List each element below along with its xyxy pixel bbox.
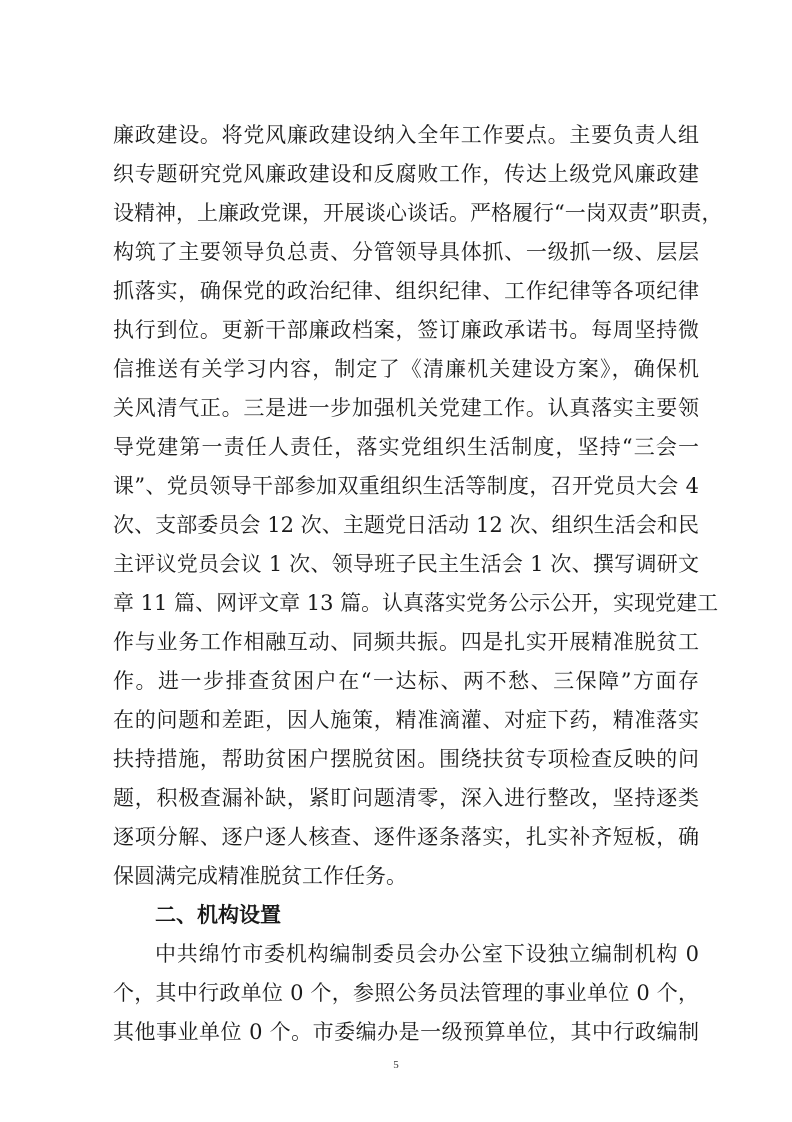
paragraph-line: 题，积极查漏补缺，紧盯问题清零，深入进行整改，坚持逐类 <box>113 786 699 810</box>
section-heading: 二、机构设置 <box>155 903 281 927</box>
paragraph-line: 中共绵竹市委机构编制委员会办公室下设独立编制机构 0 <box>155 942 699 966</box>
paragraph-line: 作与业务工作相融互动、同频共振。四是扎实开展精准脱贫工 <box>113 630 699 654</box>
paragraph-line: 设精神，上廉政党课，开展谈心谈话。严格履行“一岗双责”职责， <box>113 201 723 225</box>
paragraph-line: 构筑了主要领导负总责、分管领导具体抓、一级抓一级、层层 <box>113 240 699 264</box>
paragraph-line: 信推送有关学习内容，制定了《清廉机关建设方案》，确保机 <box>113 357 699 381</box>
paragraph-line: 廉政建设。将党风廉政建设纳入全年工作要点。主要负责人组 <box>113 123 699 147</box>
paragraph-line: 关风清气正。三是进一步加强机关党建工作。认真落实主要领 <box>113 396 699 420</box>
paragraph-line: 次、支部委员会 12 次、主题党日活动 12 次、组织生活会和民 <box>113 513 699 537</box>
paragraph-line: 章 11 篇、网评文章 13 篇。认真落实党务公示公开，实现党建工 <box>113 591 719 615</box>
paragraph-line: 在的问题和差距，因人施策，精准滴灌、对症下药，精准落实 <box>113 708 699 732</box>
paragraph-line: 个，其中行政单位 0 个，参照公务员法管理的事业单位 0 个， <box>113 981 699 1005</box>
paragraph-line: 保圆满完成精准脱贫工作任务。 <box>113 864 407 888</box>
paragraph-line: 主评议党员会议 1 次、领导班子民主生活会 1 次、撰写调研文 <box>113 552 699 576</box>
paragraph-line: 扶持措施，帮助贫困户摆脱贫困。围绕扶贫专项检查反映的问 <box>113 747 699 771</box>
paragraph-line: 抓落实，确保党的政治纪律、组织纪律、工作纪律等各项纪律 <box>113 279 699 303</box>
paragraph-line: 逐项分解、逐户逐人核查、逐件逐条落实，扎实补齐短板，确 <box>113 825 699 849</box>
paragraph-line: 课”、党员领导干部参加双重组织生活等制度，召开党员大会 4 <box>113 474 699 498</box>
paragraph-line: 织专题研究党风廉政建设和反腐败工作，传达上级党风廉政建 <box>113 162 699 186</box>
paragraph-line: 其他事业单位 0 个。市委编办是一级预算单位，其中行政编制 <box>113 1020 699 1044</box>
paragraph-line: 作。进一步排查贫困户在“一达标、两不愁、三保障”方面存 <box>113 669 699 693</box>
paragraph-line: 执行到位。更新干部廉政档案，签订廉政承诺书。每周坚持微 <box>113 318 699 342</box>
paragraph-line: 导党建第一责任人责任，落实党组织生活制度，坚持“三会一 <box>113 435 699 459</box>
page-number: 5 <box>393 1059 399 1071</box>
